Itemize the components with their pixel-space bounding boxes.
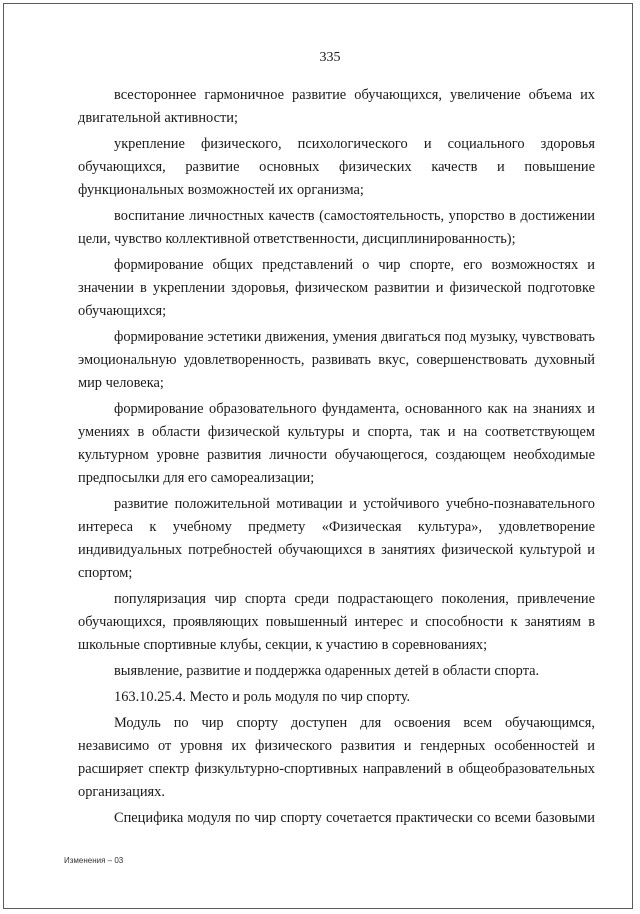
page-number: 335 (319, 50, 341, 65)
paragraph: развитие положительной мотивации и устойчивого учебно-познавательного интереса к учебному предмету «Физическая культура», удовлетворение индивидуальных потребностей обучающихся в занятиях физической культурой и спортом; (78, 496, 595, 581)
paragraph: формирование эстетики движения, умения двигаться под музыку, чувствовать эмоциональную удовлетворенность, развивать вкус, совершенствовать духовный мир человека; (78, 329, 595, 391)
document-body (78, 84, 595, 833)
paragraph: всестороннее гармоничное развитие обучающихся, увеличение объема их двигательной активности; (78, 87, 595, 126)
paragraph: Специфика модуля по чир спорту сочетается практически со всеми базовыми (114, 810, 595, 826)
section-heading: 163.10.25.4. Место и роль модуля по чир спорту. (114, 689, 411, 705)
paragraph: формирование образовательного фундамента, основанного как на знаниях и умениях в области физической культуры и спорта, так и на соответствующем культурном уровне развития личности обучающегося, создающем необходимые предпосылки для его самореализации; (78, 401, 595, 486)
paragraph: формирование общих представлений о чир спорте, его возможностях и значении в укреплении здоровья, физическом развитии и физической подготовке обучающихся; (78, 257, 595, 319)
paragraph: Модуль по чир спорту доступен для освоения всем обучающимся, независимо от уровня их физического развития и гендерных особенностей и расширяет спектр физкультурно-спортивных направлений в общеобразовательных организациях. (78, 715, 595, 800)
paragraph: популяризация чир спорта среди подрастающего поколения, привлечение обучающихся, проявляющих повышенный интерес и способности к занятиям в школьные спортивные клубы, секции, к участию в соревнованиях; (78, 591, 595, 653)
paragraph: укрепление физического, психологического и социального здоровья обучающихся, развитие основных физических качеств и повышение функциональных возможностей их организма; (78, 136, 595, 198)
paragraph: выявление, развитие и поддержка одаренных детей в области спорта. (114, 663, 540, 679)
paragraph: воспитание личностных качеств (самостоятельность, упорство в достижении цели, чувство коллективной ответственности, дисциплинированность); (78, 208, 595, 247)
revision-note: Изменения – 03 (64, 856, 124, 865)
